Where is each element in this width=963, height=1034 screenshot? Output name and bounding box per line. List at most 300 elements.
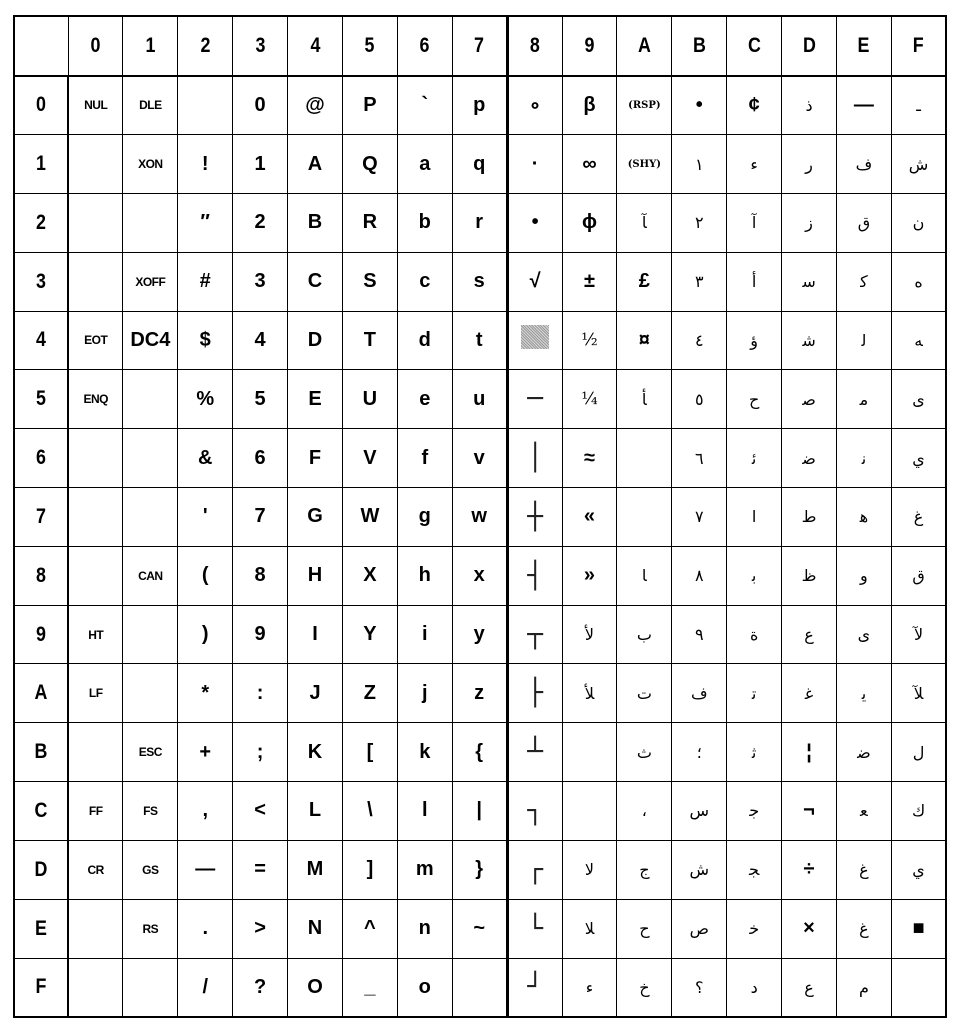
code-cell-7E: ﻫ: [836, 488, 891, 547]
code-cell-A5: Z: [342, 664, 397, 723]
code-cell-5E: ﻣ: [836, 370, 891, 429]
code-cell-18: ·: [507, 135, 562, 194]
code-cell-54: E: [288, 370, 343, 429]
code-cell-19: ∞: [562, 135, 617, 194]
code-cell-06: `: [397, 76, 452, 135]
code-cell-9C: ة: [727, 605, 782, 664]
code-cell-57: u: [452, 370, 507, 429]
row-header-9: 9: [18, 605, 64, 664]
code-cell-31: XOFF: [123, 252, 178, 311]
code-cell-9B: ٩: [672, 605, 727, 664]
code-cell-55: U: [342, 370, 397, 429]
code-cell-66: f: [397, 429, 452, 488]
code-cell-7D: ط: [782, 488, 837, 547]
code-cell-6A: [617, 429, 672, 488]
code-cell-0B: •: [672, 76, 727, 135]
column-header-6: 6: [401, 16, 448, 76]
row-header-3: 3: [18, 252, 64, 311]
code-cell-EB: ص: [672, 899, 727, 958]
code-cell-84: H: [288, 546, 343, 605]
code-cell-B4: K: [288, 723, 343, 782]
code-cell-3D: ﺳ: [782, 252, 837, 311]
code-row-9: [14, 605, 946, 664]
code-row-3: [14, 252, 946, 311]
code-cell-CD: ¬: [782, 782, 837, 841]
code-cell-4C: ؤ: [727, 311, 782, 370]
code-cell-1A: (SHY): [617, 135, 672, 194]
code-cell-68: │: [507, 429, 562, 488]
code-cell-E5: ^: [342, 899, 397, 958]
code-cell-F9: ﺀ: [562, 958, 617, 1017]
code-cell-3C: أ: [727, 252, 782, 311]
code-cell-5C: ح: [727, 370, 782, 429]
code-cell-8F: ق: [891, 546, 946, 605]
code-cell-93: 9: [233, 605, 288, 664]
code-cell-78: ┼: [507, 488, 562, 547]
code-cell-92: ): [178, 605, 233, 664]
code-cell-77: w: [452, 488, 507, 547]
row-header-0: 0: [18, 76, 64, 135]
code-cell-DE: غ: [836, 840, 891, 899]
code-cell-B6: k: [397, 723, 452, 782]
row-header-2: 2: [18, 193, 64, 252]
code-cell-DC: ﺠ: [727, 840, 782, 899]
code-cell-F4: O: [288, 958, 343, 1017]
code-cell-AA: ت: [617, 664, 672, 723]
code-cell-33: 3: [233, 252, 288, 311]
column-header-2: 2: [182, 16, 229, 76]
code-cell-29: ϕ: [562, 193, 617, 252]
code-cell-BF: ل: [891, 723, 946, 782]
code-cell-0E: —: [836, 76, 891, 135]
code-cell-96: i: [397, 605, 452, 664]
code-cell-88: ┤: [507, 546, 562, 605]
code-cell-95: Y: [342, 605, 397, 664]
code-cell-10: [68, 135, 123, 194]
code-cell-AF: ﻶ: [891, 664, 946, 723]
code-cell-F6: o: [397, 958, 452, 1017]
code-cell-EE: غ: [836, 899, 891, 958]
row-header-8: 8: [18, 546, 64, 605]
column-header-1: 1: [127, 16, 174, 76]
code-cell-47: t: [452, 311, 507, 370]
code-cell-A6: j: [397, 664, 452, 723]
row-header-F: F: [18, 958, 64, 1017]
code-cell-8A: ﺎ: [617, 546, 672, 605]
code-cell-26: b: [397, 193, 452, 252]
code-cell-17: q: [452, 135, 507, 194]
code-cell-FE: ﻡ: [836, 958, 891, 1017]
code-cell-B0: [68, 723, 123, 782]
code-cell-A0: LF: [68, 664, 123, 723]
code-cell-0F: ـ: [891, 76, 946, 135]
code-row-0: [14, 76, 946, 135]
code-cell-E3: >: [233, 899, 288, 958]
code-cell-5B: ٥: [672, 370, 727, 429]
code-cell-16: a: [397, 135, 452, 194]
code-cell-40: EOT: [68, 311, 123, 370]
code-cell-69: ≈: [562, 429, 617, 488]
code-cell-62: &: [178, 429, 233, 488]
code-cell-4B: ٤: [672, 311, 727, 370]
code-cell-C4: L: [288, 782, 343, 841]
code-cell-63: 6: [233, 429, 288, 488]
code-cell-D5: ]: [342, 840, 397, 899]
code-cell-07: p: [452, 76, 507, 135]
code-cell-C6: l: [397, 782, 452, 841]
code-cell-56: e: [397, 370, 452, 429]
code-row-1: [14, 135, 946, 194]
code-cell-C3: <: [233, 782, 288, 841]
row-header-5: 5: [18, 370, 64, 429]
code-cell-E0: [68, 899, 123, 958]
code-cell-28: •: [507, 193, 562, 252]
code-cell-98: ┬: [507, 605, 562, 664]
code-cell-F5: _: [342, 958, 397, 1017]
code-cell-1E: ف: [836, 135, 891, 194]
code-cell-9D: ع: [782, 605, 837, 664]
code-cell-B8: ┴: [507, 723, 562, 782]
code-cell-FB: ؟: [672, 958, 727, 1017]
code-cell-21: [123, 193, 178, 252]
code-cell-EF: ■: [891, 899, 946, 958]
column-header-9: 9: [566, 16, 613, 76]
code-cell-76: g: [397, 488, 452, 547]
code-cell-7C: ا: [727, 488, 782, 547]
code-cell-67: v: [452, 429, 507, 488]
code-cell-74: G: [288, 488, 343, 547]
code-page-table: [13, 15, 947, 1018]
code-cell-CC: ﺟ: [727, 782, 782, 841]
code-cell-B9: [562, 723, 617, 782]
code-cell-FD: ع: [782, 958, 837, 1017]
code-cell-97: y: [452, 605, 507, 664]
code-cell-C2: ,: [178, 782, 233, 841]
code-cell-A8: ├: [507, 664, 562, 723]
code-cell-79: «: [562, 488, 617, 547]
code-cell-F3: ?: [233, 958, 288, 1017]
code-cell-E9: ﻼ: [562, 899, 617, 958]
code-cell-E6: n: [397, 899, 452, 958]
code-cell-2D: ز: [782, 193, 837, 252]
column-header-3: 3: [237, 16, 284, 76]
code-cell-AB: ف: [672, 664, 727, 723]
code-cell-99: ﻷ: [562, 605, 617, 664]
row-header-A: A: [18, 664, 64, 723]
code-cell-F8: ┘: [507, 958, 562, 1017]
code-cell-F1: [123, 958, 178, 1017]
code-cell-8E: و: [836, 546, 891, 605]
column-header-C: C: [731, 16, 778, 76]
code-cell-59: ¼: [562, 370, 617, 429]
code-cell-0A: (RSP): [617, 76, 672, 135]
code-cell-43: 4: [233, 311, 288, 370]
code-cell-E4: N: [288, 899, 343, 958]
code-cell-64: F: [288, 429, 343, 488]
code-cell-6E: ﻧ: [836, 429, 891, 488]
code-cell-D0: CR: [68, 840, 123, 899]
column-header-5: 5: [347, 16, 394, 76]
code-cell-B3: ;: [233, 723, 288, 782]
code-cell-DB: ش: [672, 840, 727, 899]
code-cell-89: »: [562, 546, 617, 605]
code-cell-A3: :: [233, 664, 288, 723]
shade-block-icon: [521, 325, 549, 349]
code-cell-9A: ب: [617, 605, 672, 664]
code-cell-3B: ٣: [672, 252, 727, 311]
code-cell-14: A: [288, 135, 343, 194]
code-cell-48: [507, 311, 562, 370]
code-cell-50: ENQ: [68, 370, 123, 429]
code-cell-71: [123, 488, 178, 547]
code-cell-24: B: [288, 193, 343, 252]
code-cell-2F: ن: [891, 193, 946, 252]
code-cell-FA: خ: [617, 958, 672, 1017]
code-cell-1C: ء: [727, 135, 782, 194]
code-cell-23: 2: [233, 193, 288, 252]
code-cell-11: XON: [123, 135, 178, 194]
code-cell-8C: ﺑ: [727, 546, 782, 605]
code-cell-E1: RS: [123, 899, 178, 958]
code-cell-7F: غ: [891, 488, 946, 547]
code-cell-36: c: [397, 252, 452, 311]
code-cell-08: ∘: [507, 76, 562, 135]
code-cell-8D: ظ: [782, 546, 837, 605]
code-cell-15: Q: [342, 135, 397, 194]
code-cell-EA: ح: [617, 899, 672, 958]
code-cell-9F: ﻵ: [891, 605, 946, 664]
code-cell-A2: *: [178, 664, 233, 723]
code-cell-4E: ﻟ: [836, 311, 891, 370]
code-cell-51: [123, 370, 178, 429]
code-cell-53: 5: [233, 370, 288, 429]
row-header-B: B: [18, 723, 64, 782]
corner-cell: [18, 16, 64, 76]
code-cell-52: %: [178, 370, 233, 429]
column-header-A: A: [621, 16, 668, 76]
column-header-F: F: [895, 16, 942, 76]
row-header-D: D: [18, 840, 64, 899]
code-row-4: [14, 311, 946, 370]
row-header-C: C: [18, 782, 64, 841]
column-header-7: 7: [456, 16, 503, 76]
code-cell-0C: ¢: [727, 76, 782, 135]
column-header-E: E: [841, 16, 888, 76]
code-cell-A4: J: [288, 664, 343, 723]
code-cell-49: ½: [562, 311, 617, 370]
code-cell-12: !: [178, 135, 233, 194]
code-cell-4D: ﺷ: [782, 311, 837, 370]
code-cell-4A: ¤: [617, 311, 672, 370]
code-cell-61: [123, 429, 178, 488]
row-header-1: 1: [18, 135, 64, 194]
code-cell-46: d: [397, 311, 452, 370]
row-header-E: E: [18, 899, 64, 958]
code-cell-C1: FS: [123, 782, 178, 841]
code-cell-6D: ﺿ: [782, 429, 837, 488]
code-cell-81: CAN: [123, 546, 178, 605]
code-cell-BD: ¦: [782, 723, 837, 782]
code-cell-86: h: [397, 546, 452, 605]
code-cell-D4: M: [288, 840, 343, 899]
code-cell-CB: س: [672, 782, 727, 841]
code-cell-5A: ﺄ: [617, 370, 672, 429]
row-header-7: 7: [18, 488, 64, 547]
code-cell-E8: └: [507, 899, 562, 958]
code-cell-B7: {: [452, 723, 507, 782]
code-cell-83: 8: [233, 546, 288, 605]
code-cell-3F: ه: [891, 252, 946, 311]
code-cell-EC: ﺧ: [727, 899, 782, 958]
code-cell-AE: ﻳ: [836, 664, 891, 723]
code-row-7: [14, 488, 946, 547]
code-cell-DF: ي: [891, 840, 946, 899]
code-cell-D7: }: [452, 840, 507, 899]
code-cell-7A: [617, 488, 672, 547]
code-cell-25: R: [342, 193, 397, 252]
code-cell-2E: ق: [836, 193, 891, 252]
code-cell-20: [68, 193, 123, 252]
code-cell-65: V: [342, 429, 397, 488]
code-cell-1B: ١: [672, 135, 727, 194]
code-cell-D1: GS: [123, 840, 178, 899]
code-cell-09: β: [562, 76, 617, 135]
code-cell-B5: [: [342, 723, 397, 782]
code-cell-DA: ج: [617, 840, 672, 899]
code-row-5: [14, 370, 946, 429]
code-row-A: [14, 664, 946, 723]
code-cell-00: NUL: [68, 76, 123, 135]
code-cell-8B: ٨: [672, 546, 727, 605]
code-cell-5F: ى: [891, 370, 946, 429]
code-cell-CA: ،: [617, 782, 672, 841]
code-cell-AC: ﺗ: [727, 664, 782, 723]
code-cell-37: s: [452, 252, 507, 311]
code-cell-05: P: [342, 76, 397, 135]
code-cell-CE: ﻌ: [836, 782, 891, 841]
code-cell-BB: ؛: [672, 723, 727, 782]
code-cell-7B: ٧: [672, 488, 727, 547]
column-header-0: 0: [72, 16, 119, 76]
code-cell-45: T: [342, 311, 397, 370]
code-cell-72: ': [178, 488, 233, 547]
code-cell-04: @: [288, 76, 343, 135]
column-header-B: B: [676, 16, 723, 76]
code-cell-D6: m: [397, 840, 452, 899]
column-header-D: D: [786, 16, 833, 76]
code-cell-80: [68, 546, 123, 605]
code-cell-DD: ÷: [782, 840, 837, 899]
code-cell-3A: £: [617, 252, 672, 311]
code-cell-6C: ﺋ: [727, 429, 782, 488]
code-cell-75: W: [342, 488, 397, 547]
code-cell-1F: ﺵ: [891, 135, 946, 194]
code-cell-D3: =: [233, 840, 288, 899]
code-cell-41: DC4: [123, 311, 178, 370]
code-cell-32: #: [178, 252, 233, 311]
code-cell-39: ±: [562, 252, 617, 311]
code-cell-42: $: [178, 311, 233, 370]
code-cell-22: ″: [178, 193, 233, 252]
code-cell-4F: ﻪ: [891, 311, 946, 370]
code-cell-0D: ذ: [782, 76, 837, 135]
code-cell-01: DLE: [123, 76, 178, 135]
code-cell-A7: z: [452, 664, 507, 723]
row-header-4: 4: [18, 311, 64, 370]
code-cell-C7: |: [452, 782, 507, 841]
code-cell-B2: +: [178, 723, 233, 782]
code-cell-2C: آ: [727, 193, 782, 252]
code-cell-FC: د: [727, 958, 782, 1017]
code-cell-70: [68, 488, 123, 547]
code-cell-FF: [891, 958, 946, 1017]
code-cell-D9: ﻻ: [562, 840, 617, 899]
code-cell-A9: ﻸ: [562, 664, 617, 723]
code-cell-2A: ﺂ: [617, 193, 672, 252]
code-cell-9E: ى: [836, 605, 891, 664]
code-row-D: [14, 840, 946, 899]
code-row-C: [14, 782, 946, 841]
code-cell-58: ─: [507, 370, 562, 429]
code-cell-E2: .: [178, 899, 233, 958]
code-cell-60: [68, 429, 123, 488]
code-cell-91: [123, 605, 178, 664]
code-cell-87: x: [452, 546, 507, 605]
code-cell-ED: ×: [782, 899, 837, 958]
code-cell-3E: ﻛ: [836, 252, 891, 311]
code-row-2: [14, 193, 946, 252]
code-page-chart: [13, 15, 946, 1018]
code-cell-C9: [562, 782, 617, 841]
code-cell-F0: [68, 958, 123, 1017]
code-cell-F7: [452, 958, 507, 1017]
code-cell-CF: ك: [891, 782, 946, 841]
code-row-F: [14, 958, 946, 1017]
code-cell-1D: ر: [782, 135, 837, 194]
code-cell-02: [178, 76, 233, 135]
code-cell-30: [68, 252, 123, 311]
code-cell-A1: [123, 664, 178, 723]
code-cell-27: r: [452, 193, 507, 252]
code-cell-90: HT: [68, 605, 123, 664]
code-row-B: [14, 723, 946, 782]
code-cell-35: S: [342, 252, 397, 311]
code-cell-AD: ﻏ: [782, 664, 837, 723]
code-cell-C5: \: [342, 782, 397, 841]
code-cell-34: C: [288, 252, 343, 311]
code-cell-94: I: [288, 605, 343, 664]
code-cell-85: X: [342, 546, 397, 605]
code-cell-2B: ٢: [672, 193, 727, 252]
code-cell-82: (: [178, 546, 233, 605]
row-header-6: 6: [18, 429, 64, 488]
code-cell-03: 0: [233, 76, 288, 135]
code-row-8: [14, 546, 946, 605]
code-cell-C8: ┐: [507, 782, 562, 841]
code-cell-BE: ﺿ: [836, 723, 891, 782]
code-cell-73: 7: [233, 488, 288, 547]
code-cell-D2: —: [178, 840, 233, 899]
code-row-6: [14, 429, 946, 488]
code-row-E: [14, 899, 946, 958]
code-cell-D8: ┌: [507, 840, 562, 899]
code-cell-BC: ﺛ: [727, 723, 782, 782]
code-cell-C0: FF: [68, 782, 123, 841]
column-header-4: 4: [292, 16, 339, 76]
code-cell-6B: ٦: [672, 429, 727, 488]
code-cell-44: D: [288, 311, 343, 370]
code-cell-E7: ~: [452, 899, 507, 958]
